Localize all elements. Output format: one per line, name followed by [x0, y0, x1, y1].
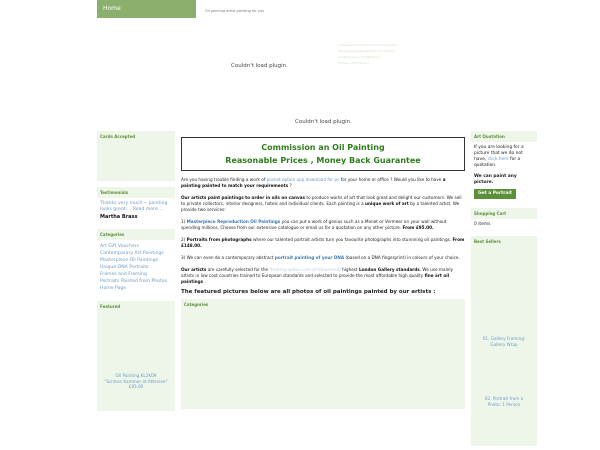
faint-link-list	[338, 42, 458, 66]
plugin-error-message: Couldn't load plugin.	[231, 63, 288, 69]
artists-selected-bold: Our artists	[181, 267, 207, 272]
service1-num: 1)	[181, 219, 187, 224]
category-link-contemporary[interactable]: Contemporary Art Paintings	[100, 251, 164, 256]
plugin-error-message-2: Couldn't load plugin.	[295, 119, 352, 125]
best-seller-2-line1: 02. Portrait from a	[484, 396, 524, 401]
shopping-cart-heading[interactable]: Shopping Cart	[471, 208, 537, 219]
get-portrait-button[interactable]: Get a Portrait	[474, 189, 516, 199]
headline-box	[181, 137, 465, 171]
service1-link[interactable]: Masterpiece Reproduction Oil Paintings	[186, 219, 281, 224]
plugin-placeholder-banner	[97, 22, 329, 112]
shopping-cart-box	[471, 208, 537, 230]
service2-paragraph	[181, 237, 465, 249]
artists-bold: Our artists paint paintings to order in oils on canvas	[181, 195, 306, 200]
service1-text: you can put a work of genius such as a Monet or Vermeer on your wall without spending millions. Choose from our extensive catalogue or email us for a quotation on any other picture.	[181, 219, 447, 230]
service1-price: From £95.00.	[402, 225, 434, 230]
cards-accepted-box	[97, 131, 175, 181]
artists-paragraph	[181, 195, 465, 213]
service2-text: where our talented portrait artists turn you favourite photographs into stunnning oil paintings.	[251, 237, 453, 242]
testimonial-quote[interactable]: Thanks very much -- painting looks great.... Read more....	[100, 201, 168, 212]
service3-paragraph	[181, 255, 465, 261]
service3-suffix: (based on a DNA fingerprint) in colours of your choice.	[344, 255, 460, 260]
artists-selected-text2: highest	[340, 267, 359, 272]
featured-pictures-title: The featured pictures below are all photos of oil paintings painted by our artists :	[181, 289, 436, 295]
categories-box	[97, 229, 175, 295]
faint-link[interactable]: Professional Art Work from photographs	[338, 43, 398, 47]
artists-selected-bold3: fine art oil paintings	[181, 273, 450, 284]
art-quotation-suffix: for a quotation.	[474, 157, 521, 168]
service2-bold: Portraits from photographs	[186, 237, 252, 242]
artists-text2: by a talented artist. We provide two services:	[181, 201, 460, 212]
category-link-dna-portraits[interactable]: Unique DNA Portraits	[100, 265, 149, 270]
service3-text: 3) We can even do a contemporary abstract	[181, 255, 275, 260]
best-seller-item-1[interactable]	[471, 336, 537, 347]
artists-selected-end: .	[203, 279, 206, 284]
center-categories-box	[181, 299, 465, 409]
faint-link[interactable]: Contemporary Art Paintings	[338, 55, 380, 59]
best-sellers-heading: Best Sellers	[471, 236, 537, 247]
service1-paragraph	[181, 219, 465, 231]
art-quotation-box	[471, 131, 537, 202]
featured-box	[97, 301, 175, 411]
center-categories-heading: Categories	[181, 299, 465, 310]
right-sidebar	[471, 131, 537, 450]
intro-prefix: Are you having trouble finding a work of	[181, 177, 267, 182]
home-tab[interactable]: Home	[97, 0, 196, 18]
artists-selected-text3: . We use mainly artists in low cost countries trained to European standards and selected to provide the most affordable high quality	[181, 267, 454, 278]
faint-link[interactable]: Frames and Framing	[338, 61, 369, 65]
art-quotation-heading: Art Quotation	[471, 131, 537, 142]
intro-suffix: ?	[288, 183, 292, 188]
cards-accepted-heading: Cards Accepted	[97, 131, 175, 142]
quotation-link[interactable]: click here	[487, 157, 509, 162]
intro-link[interactable]: pocket option app download for pc	[266, 177, 340, 182]
service3-link[interactable]: portrait painting of your DNA	[274, 255, 345, 260]
main-content	[181, 131, 465, 409]
headline-subtitle: Reasonable Prices , Money Back Guarantee	[225, 156, 421, 165]
artists-text: to produce works of art that look great and delight our customers. We sell to private collectors, interior designers, hotels and individual clients. Each painting is a	[181, 195, 462, 206]
can-paint-text: We can paint any picture.	[474, 174, 517, 185]
featured-caption-price: £95.00	[128, 384, 144, 389]
service2-num: 2)	[181, 237, 187, 242]
intro-mid: for your home or office ? Would you like to have	[339, 177, 443, 182]
featured-caption-name: Oil Painting KL2K09	[115, 373, 157, 378]
testimonial-author: Martha Brass	[100, 214, 138, 220]
category-link-frames[interactable]: Frames and Framing	[100, 272, 147, 277]
shopping-cart-count: 0 items	[471, 219, 537, 230]
category-link-home[interactable]: Home Page	[100, 286, 127, 291]
artists-selected-text: are carefully selected for the	[206, 267, 270, 272]
category-link-portraits-photos[interactable]: Portraits Painted from Photos	[100, 279, 167, 284]
category-link-masterpiece[interactable]: Masterpiece Oil Paintings	[100, 258, 159, 263]
headline-title: Commission an Oil Painting	[261, 143, 385, 152]
best-sellers-box	[471, 236, 537, 446]
featured-caption-title: "Schloss Kammer at Attersee"	[104, 378, 168, 384]
artists-selected-paragraph	[181, 267, 465, 285]
art-quotation-text: If you are looking for a picture that we do not have,	[474, 145, 524, 162]
testimonials-heading: Testimonials	[97, 187, 175, 198]
best-seller-2-line2: Photo: 1 Person	[487, 401, 521, 407]
artists-selected-bold2: London Gallery standards	[358, 267, 420, 272]
best-seller-item-2[interactable]	[471, 396, 537, 407]
featured-caption[interactable]	[97, 373, 175, 390]
intro-paragraph	[181, 177, 465, 189]
artists-selected-link[interactable]: /trading-option.com.ph/download/	[269, 267, 341, 272]
best-seller-1-line2: Gallery Wrap	[490, 341, 518, 347]
site-tagline: Oil painting artist painting for you	[205, 9, 265, 13]
categories-heading: Categories	[97, 229, 175, 240]
best-seller-1-line1: 01. Gallery Framing:	[482, 336, 526, 341]
left-sidebar	[97, 131, 175, 417]
service2-price: From £148.00.	[181, 237, 465, 248]
testimonials-box	[97, 187, 175, 223]
category-link-art-gift-vouchers[interactable]: Art Gift Vouchers	[100, 244, 139, 249]
faint-link[interactable]: Masterpiece Reproduction Oil Painting	[338, 49, 396, 53]
featured-heading: Featured	[97, 301, 175, 312]
artists-bold2: unique work of art	[364, 201, 409, 206]
intro-bold: a painting painted to match your requirements	[181, 177, 446, 188]
